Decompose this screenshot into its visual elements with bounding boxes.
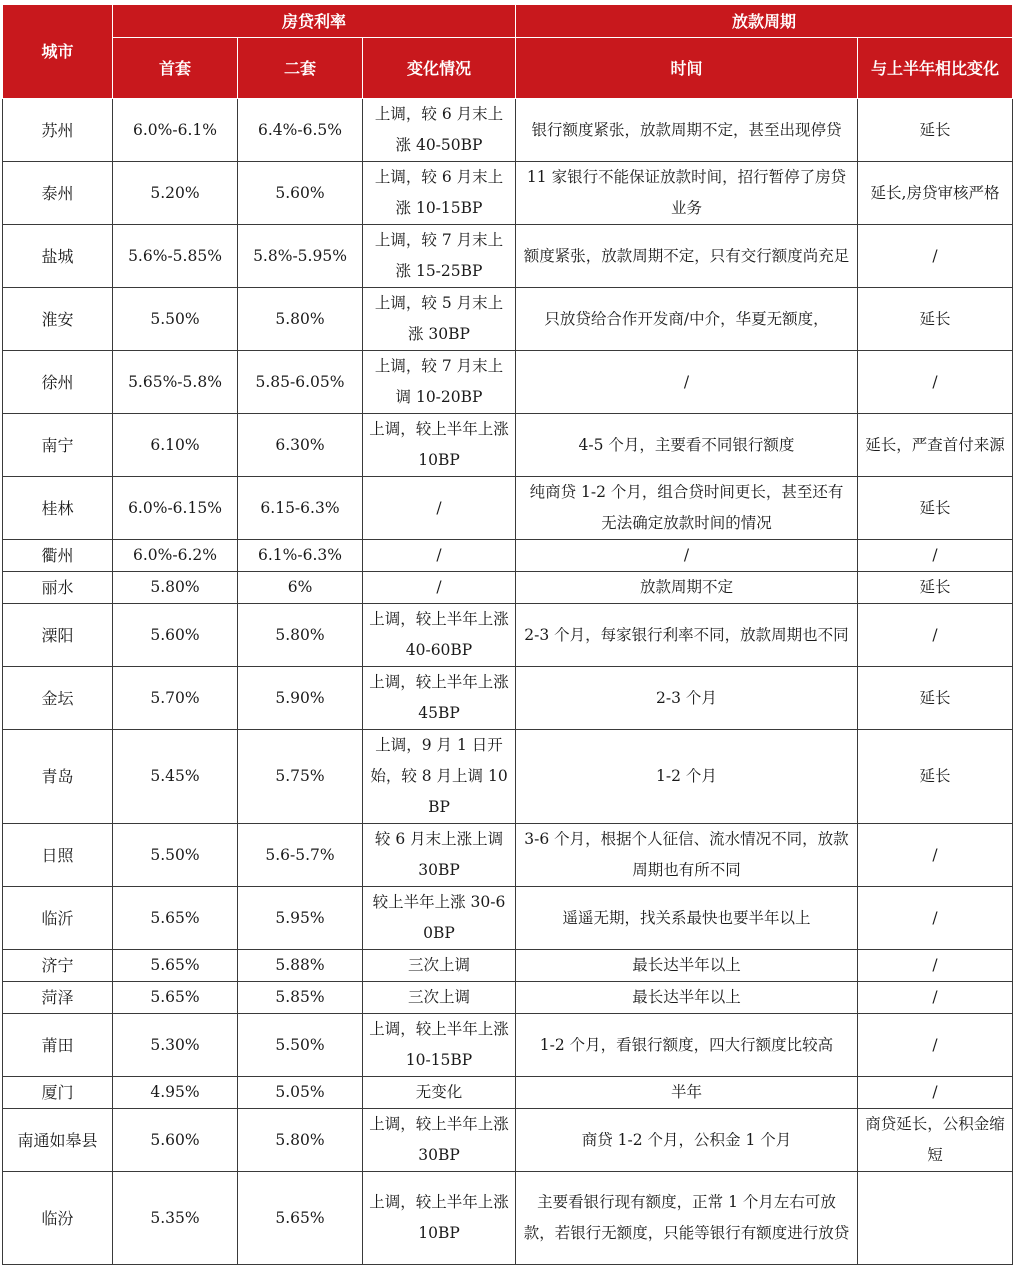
cell-vs: / <box>858 1014 1013 1077</box>
cell-change: 上调，较 7 月末上调 10-20BP <box>363 351 516 414</box>
cell-first-rate: 5.70% <box>113 667 238 730</box>
table-row <box>3 225 1013 288</box>
header-time: 时间 <box>516 38 858 99</box>
table-row <box>3 477 1013 540</box>
table-row <box>3 730 1013 824</box>
cell-city: 金坛 <box>3 667 113 730</box>
cell-city: 丽水 <box>3 572 113 604</box>
table-row <box>3 604 1013 667</box>
table-row <box>3 1172 1013 1265</box>
cell-first-rate: 5.6%-5.85% <box>113 225 238 288</box>
cell-time: 1-2 个月 <box>516 730 858 824</box>
cell-city: 衢州 <box>3 540 113 572</box>
cell-first-rate: 5.35% <box>113 1172 238 1265</box>
cell-time: 商贷 1-2 个月，公积金 1 个月 <box>516 1109 858 1172</box>
cell-change: 上调，较 7 月末上涨 15-25BP <box>363 225 516 288</box>
cell-vs: 延长 <box>858 477 1013 540</box>
cell-vs: / <box>858 1077 1013 1109</box>
cell-first-rate: 5.65%-5.8% <box>113 351 238 414</box>
header-second-home: 二套 <box>238 38 363 99</box>
header-vs-h1: 与上半年相比变化 <box>858 38 1013 99</box>
cell-change: / <box>363 540 516 572</box>
cell-vs: / <box>858 351 1013 414</box>
cell-first-rate: 5.60% <box>113 604 238 667</box>
cell-vs: / <box>858 950 1013 982</box>
table-row <box>3 1077 1013 1109</box>
cell-second-rate: 5.8%-5.95% <box>238 225 363 288</box>
cell-time: 1-2 个月，看银行额度，四大行额度比较高 <box>516 1014 858 1077</box>
cell-vs: / <box>858 824 1013 887</box>
cell-city: 徐州 <box>3 351 113 414</box>
cell-time: 额度紧张，放款周期不定，只有交行额度尚充足 <box>516 225 858 288</box>
mortgage-rate-table <box>2 4 1013 1265</box>
cell-second-rate: 5.80% <box>238 1109 363 1172</box>
cell-first-rate: 5.65% <box>113 982 238 1014</box>
cell-change: 上调，较上半年上涨 40-60BP <box>363 604 516 667</box>
cell-change: 上调，较上半年上涨 10-15BP <box>363 1014 516 1077</box>
cell-time: 银行额度紧张，放款周期不定，甚至出现停贷 <box>516 99 858 162</box>
cell-city: 淮安 <box>3 288 113 351</box>
table-row <box>3 414 1013 477</box>
cell-change: 较上半年上涨 30-60BP <box>363 887 516 950</box>
table-row <box>3 288 1013 351</box>
cell-vs: 延长,房贷审核严格 <box>858 162 1013 225</box>
cell-vs: / <box>858 540 1013 572</box>
header-city: 城市 <box>3 5 113 99</box>
cell-second-rate: 5.85% <box>238 982 363 1014</box>
cell-vs: 商贷延长，公积金缩短 <box>858 1109 1013 1172</box>
cell-change: 上调，9 月 1 日开始，较 8 月上调 10BP <box>363 730 516 824</box>
cell-time: 2-3 个月 <box>516 667 858 730</box>
cell-time: 主要看银行现有额度，正常 1 个月左右可放款，若银行无额度，只能等银行有额度进行放贷 <box>516 1172 858 1265</box>
cell-change: 无变化 <box>363 1077 516 1109</box>
table-row <box>3 572 1013 604</box>
cell-city: 青岛 <box>3 730 113 824</box>
cell-city: 日照 <box>3 824 113 887</box>
cell-second-rate: 5.80% <box>238 604 363 667</box>
cell-change: 三次上调 <box>363 982 516 1014</box>
cell-change: / <box>363 572 516 604</box>
table-row <box>3 824 1013 887</box>
cell-first-rate: 6.10% <box>113 414 238 477</box>
table-row <box>3 540 1013 572</box>
cell-time: / <box>516 540 858 572</box>
cell-first-rate: 5.45% <box>113 730 238 824</box>
cell-vs: / <box>858 982 1013 1014</box>
cell-change: 上调，较 6 月末上涨 40-50BP <box>363 99 516 162</box>
table-row <box>3 982 1013 1014</box>
cell-second-rate: 6% <box>238 572 363 604</box>
table-row <box>3 351 1013 414</box>
cell-change: 上调，较上半年上涨 30BP <box>363 1109 516 1172</box>
cell-second-rate: 5.80% <box>238 288 363 351</box>
cell-vs: 延长 <box>858 99 1013 162</box>
cell-first-rate: 5.65% <box>113 887 238 950</box>
table-row <box>3 950 1013 982</box>
cell-city: 济宁 <box>3 950 113 982</box>
cell-city: 桂林 <box>3 477 113 540</box>
cell-time: 半年 <box>516 1077 858 1109</box>
cell-change: 上调，较上半年上涨 45BP <box>363 667 516 730</box>
cell-first-rate: 6.0%-6.1% <box>113 99 238 162</box>
cell-first-rate: 5.65% <box>113 950 238 982</box>
cell-time: 3-6 个月，根据个人征信、流水情况不同，放款周期也有所不同 <box>516 824 858 887</box>
table-row <box>3 162 1013 225</box>
table-wrapper <box>2 4 1013 1265</box>
cell-time: 2-3 个月，每家银行利率不同，放款周期也不同 <box>516 604 858 667</box>
cell-change: 上调，较上半年上涨 10BP <box>363 414 516 477</box>
cell-change: 上调，较上半年上涨 10BP <box>363 1172 516 1265</box>
cell-city: 盐城 <box>3 225 113 288</box>
cell-time: 纯商贷 1-2 个月，组合贷时间更长，甚至还有无法确定放款时间的情况 <box>516 477 858 540</box>
cell-vs: 延长 <box>858 667 1013 730</box>
cell-first-rate: 5.50% <box>113 288 238 351</box>
cell-city: 莆田 <box>3 1014 113 1077</box>
cell-vs: 延长 <box>858 730 1013 824</box>
table-row <box>3 667 1013 730</box>
cell-time: 最长达半年以上 <box>516 982 858 1014</box>
cell-second-rate: 5.85-6.05% <box>238 351 363 414</box>
cell-time: 11 家银行不能保证放款时间，招行暂停了房贷业务 <box>516 162 858 225</box>
cell-second-rate: 6.4%-6.5% <box>238 99 363 162</box>
cell-change: 上调，较 5 月末上涨 30BP <box>363 288 516 351</box>
header-loan-group: 放款周期 <box>516 5 1013 38</box>
cell-second-rate: 5.6-5.7% <box>238 824 363 887</box>
cell-second-rate: 6.30% <box>238 414 363 477</box>
cell-city: 南通如皋县 <box>3 1109 113 1172</box>
cell-first-rate: 4.95% <box>113 1077 238 1109</box>
cell-city: 苏州 <box>3 99 113 162</box>
cell-second-rate: 6.1%-6.3% <box>238 540 363 572</box>
table-row <box>3 1014 1013 1077</box>
cell-city: 临汾 <box>3 1172 113 1265</box>
cell-vs: 延长 <box>858 572 1013 604</box>
cell-change: 较 6 月末上涨上调 30BP <box>363 824 516 887</box>
cell-second-rate: 5.60% <box>238 162 363 225</box>
cell-vs <box>858 1172 1013 1265</box>
cell-city: 菏泽 <box>3 982 113 1014</box>
cell-vs: / <box>858 604 1013 667</box>
cell-city: 南宁 <box>3 414 113 477</box>
table-row <box>3 887 1013 950</box>
cell-second-rate: 5.88% <box>238 950 363 982</box>
cell-time: 放款周期不定 <box>516 572 858 604</box>
cell-first-rate: 6.0%-6.15% <box>113 477 238 540</box>
cell-second-rate: 5.05% <box>238 1077 363 1109</box>
cell-first-rate: 5.30% <box>113 1014 238 1077</box>
cell-first-rate: 5.50% <box>113 824 238 887</box>
cell-vs: 延长 <box>858 288 1013 351</box>
cell-change: / <box>363 477 516 540</box>
cell-second-rate: 5.90% <box>238 667 363 730</box>
cell-city: 溧阳 <box>3 604 113 667</box>
cell-first-rate: 6.0%-6.2% <box>113 540 238 572</box>
cell-second-rate: 5.75% <box>238 730 363 824</box>
cell-city: 厦门 <box>3 1077 113 1109</box>
table-row <box>3 1109 1013 1172</box>
cell-city: 临沂 <box>3 887 113 950</box>
cell-time: / <box>516 351 858 414</box>
header-rate-group: 房贷利率 <box>113 5 516 38</box>
table-row <box>3 99 1013 162</box>
cell-second-rate: 6.15-6.3% <box>238 477 363 540</box>
cell-first-rate: 5.60% <box>113 1109 238 1172</box>
cell-second-rate: 5.50% <box>238 1014 363 1077</box>
cell-first-rate: 5.20% <box>113 162 238 225</box>
cell-vs: / <box>858 887 1013 950</box>
cell-time: 只放贷给合作开发商/中介，华夏无额度， <box>516 288 858 351</box>
cell-vs: / <box>858 225 1013 288</box>
cell-second-rate: 5.95% <box>238 887 363 950</box>
cell-time: 最长达半年以上 <box>516 950 858 982</box>
cell-time: 4-5 个月，主要看不同银行额度 <box>516 414 858 477</box>
cell-vs: 延长，严查首付来源 <box>858 414 1013 477</box>
header-first-home: 首套 <box>113 38 238 99</box>
cell-time: 遥遥无期，找关系最快也要半年以上 <box>516 887 858 950</box>
cell-change: 三次上调 <box>363 950 516 982</box>
cell-change: 上调，较 6 月末上涨 10-15BP <box>363 162 516 225</box>
cell-city: 泰州 <box>3 162 113 225</box>
cell-second-rate: 5.65% <box>238 1172 363 1265</box>
header-change: 变化情况 <box>363 38 516 99</box>
cell-first-rate: 5.80% <box>113 572 238 604</box>
